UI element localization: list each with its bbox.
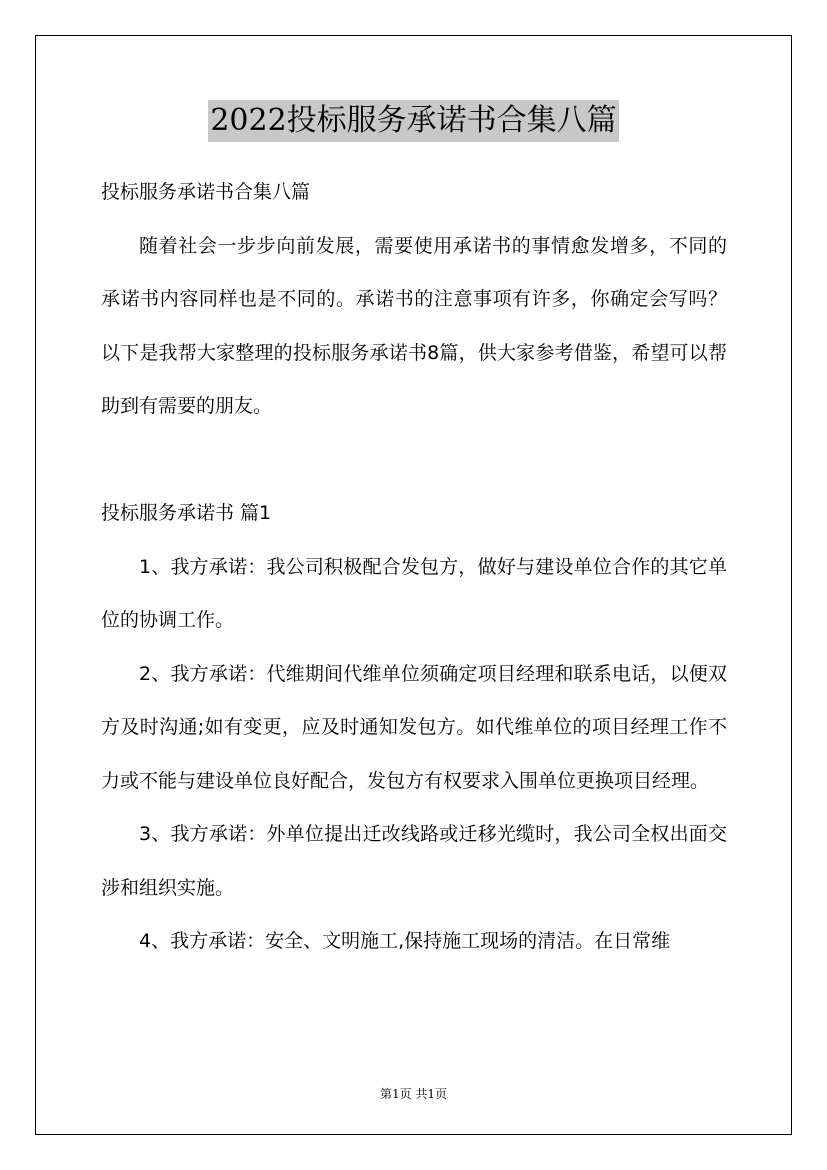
document-body	[101, 166, 727, 969]
list-item: 2、我方承诺：代维期间代维单位须确定项目经理和联系电话，以便双方及时沟通;如有变更，应及时通知发包方。如代维单位的项目经理工作不力或不能与建设单位良好配合，发包方有权要求入围单位更换项目经理。	[101, 662, 727, 792]
list-item: 4、我方承诺：安全、文明施工,保持施工现场的清洁。在日常维	[139, 930, 671, 952]
list-item: 1、我方承诺：我公司积极配合发包方，做好与建设单位合作的其它单位的协调工作。	[101, 555, 727, 631]
section-heading: 投标服务承诺书 篇1	[101, 502, 272, 524]
document-subtitle: 投标服务承诺书合集八篇	[101, 181, 311, 203]
page-footer: 第1页 共1页	[379, 1087, 448, 1101]
document-title: 2022投标服务承诺书合集八篇	[208, 100, 618, 142]
paragraph-spacer	[101, 434, 727, 488]
intro-paragraph: 随着社会一步步向前发展，需要使用承诺书的事情愈发增多，不同的承诺书内容同样也是不同的。承诺书的注意事项有许多，你确定会写吗？以下是我帮大家整理的投标服务承诺书8篇，供大家参考借鉴，希望可以帮助到有需要的朋友。	[101, 234, 727, 417]
title-container	[0, 100, 827, 142]
list-item: 3、我方承诺：外单位提出迁改线路或迁移光缆时，我公司全权出面交涉和组织实施。	[101, 823, 727, 899]
